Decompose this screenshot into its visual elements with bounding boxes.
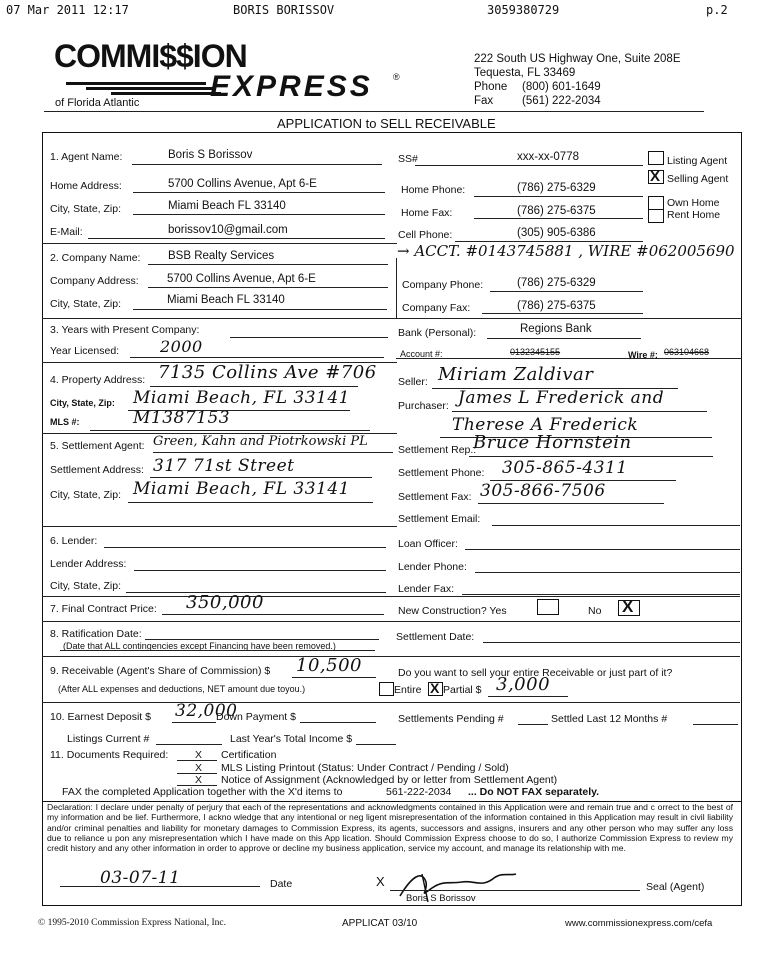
mls-label: MLS #: [50, 417, 80, 427]
account-label: Account #: [400, 349, 443, 359]
property-city-label: City, State, Zip: [50, 398, 115, 408]
fax-note: FAX the completed Application together with the X'd items to [62, 786, 343, 798]
licensed-label: Year Licensed: [50, 345, 120, 357]
contract-price[interactable]: 350,000 [186, 592, 264, 613]
account-number[interactable]: 0132345155 [510, 347, 561, 357]
company-phone-label: Phone [474, 81, 508, 93]
receivable-question: Do you want to sell your entire Receivable or just part of it? [398, 667, 673, 679]
lender-label: 6. Lender: [50, 535, 98, 547]
document-mark-3[interactable]: X [195, 774, 203, 786]
cell[interactable]: (305) 905-6386 [517, 227, 596, 239]
selling-agent-mark: X [650, 168, 661, 185]
signer-name: Boris S Borissov [406, 893, 476, 904]
declaration-text: Declaration: I declare under penalty of perjury that each of the representations and acknowledgments contained in this Application were and remain true and c orrect to the best of my information and be lief. Furthermore, I ackno wledge that any intentional or neg ligent misrepresentation of the information contained in this Application may result in civil liability and/or criminal penalties and liability for monetary damages to Commission Express, its agents, successors and assigns, insurers and any other person who may suffer any loss due to reliance u pon any misrepresentation which I have made on this App lication. Should Commission Express choose to do so, I authorize Commission Express to review my credit history and any other information in order to approve or decline my business application, service my account, and manage its relationship with me. [47, 802, 733, 854]
home-fax-label: Home Fax: [401, 207, 453, 219]
company-street: 222 South US Highway One, Suite 208E [474, 53, 681, 65]
lender-city-label: City, State, Zip: [50, 580, 121, 592]
footer-copyright: © 1995-2010 Commission Express National, Inc. [38, 918, 226, 928]
settlement-phone-label: Settlement Phone: [398, 467, 485, 479]
partial-checkbox[interactable] [428, 682, 443, 696]
company-name[interactable]: BSB Realty Services [168, 250, 275, 262]
company-city: Tequesta, FL 33469 [474, 67, 576, 79]
header-rule [44, 111, 704, 112]
form-title: APPLICATION to SELL RECEIVABLE [277, 116, 496, 131]
settlement-address[interactable]: 317 71st Street [153, 456, 295, 476]
ssn-label: SS# [398, 153, 418, 165]
email[interactable]: borissov10@gmail.com [168, 224, 288, 236]
receivable-label: 9. Receivable (Agent's Share of Commission) $ [50, 665, 271, 677]
lender-fax-label: Lender Fax: [398, 583, 455, 595]
settlement-city-label: City, State, Zip: [50, 489, 121, 501]
receivable-note: (After ALL expenses and deductions, NET amount due toyou.) [58, 684, 306, 694]
fax-date: 07 Mar 2011 12:17 [6, 3, 129, 17]
year-licensed[interactable]: 2000 [160, 337, 203, 356]
mls-number[interactable]: M1387153 [133, 408, 231, 428]
company-phone-label: Company Phone: [402, 279, 484, 291]
selling-agent-checkbox[interactable] [648, 170, 664, 184]
home-address-label: Home Address: [50, 180, 122, 192]
purchaser-label: Purchaser: [398, 400, 449, 412]
agent-name-label: 1. Agent Name: [50, 151, 123, 163]
document-notice: Notice of Assignment (Acknowledged by or letter from Settlement Agent) [221, 774, 558, 786]
footer-form-id: APPLICAT 03/10 [342, 918, 418, 929]
listing-agent-checkbox[interactable] [648, 151, 664, 165]
document-mark-1[interactable]: X [195, 749, 203, 761]
settlement-agent[interactable]: Green, Kahn and Piotrkowski PL [153, 434, 368, 449]
ratification-note: (Date that ALL contingencies except Financing have been removed.) [63, 641, 336, 651]
years-label: 3. Years with Present Company: [50, 324, 200, 336]
seller[interactable]: Miriam Zaldivar [438, 364, 594, 385]
lender-phone-label: Lender Phone: [398, 561, 467, 573]
home-phone[interactable]: (786) 275-6329 [517, 182, 596, 194]
document-mark-2[interactable]: X [195, 762, 203, 774]
seller-label: Seller: [398, 376, 428, 388]
home-address[interactable]: 5700 Collins Avenue, Apt 6-E [168, 178, 317, 190]
no-label: No [588, 605, 602, 617]
settlement-address-label: Settlement Address: [50, 464, 144, 476]
earnest-amount[interactable]: 32,000 [175, 701, 238, 721]
company-fax: (561) 222-2034 [522, 95, 601, 107]
listings-label: Listings Current # [67, 733, 150, 745]
rent-home-label: Rent Home [667, 209, 721, 221]
new-construction-label: New Construction? Yes [398, 605, 507, 617]
settlement-city[interactable]: Miami Beach, FL 33141 [133, 479, 350, 499]
settled-label: Settled Last 12 Months # [551, 713, 668, 725]
company-city-label: City, State, Zip: [50, 298, 121, 310]
company-phone-value[interactable]: (786) 275-6329 [517, 277, 596, 289]
email-label: E-Mail: [50, 226, 83, 238]
ssn[interactable]: xxx-xx-0778 [517, 151, 579, 163]
new-construction-yes-box[interactable] [537, 599, 559, 615]
home-fax[interactable]: (786) 275-6375 [517, 205, 596, 217]
settlement-fax[interactable]: 305-866-7506 [480, 481, 606, 501]
signature-x: X [376, 874, 385, 889]
partial-mark: X [430, 680, 440, 696]
new-construction-no-box[interactable] [618, 597, 640, 616]
fax-sender: BORIS BORISSOV [233, 3, 335, 17]
logo-registered: ® [393, 72, 400, 82]
logo-sub: of Florida Atlantic [55, 97, 140, 109]
fax-number: 561-222-2034 [386, 786, 452, 798]
company-fax-label: Fax [474, 95, 494, 107]
agent-name[interactable]: Boris S Borissov [168, 149, 253, 161]
footer-url[interactable]: www.commissionexpress.com/cefa [565, 918, 713, 929]
fax-page: p.2 [706, 3, 728, 17]
documents-label: 11. Documents Required: [50, 749, 169, 761]
property-address-label: 4. Property Address: [50, 374, 146, 386]
no-mark: X [622, 597, 634, 616]
bank-label: Bank (Personal): [398, 327, 477, 339]
own-home-label: Own Home [667, 197, 720, 209]
company-phone: (800) 601-1649 [522, 81, 601, 93]
agent-city[interactable]: Miami Beach FL 33140 [168, 200, 286, 212]
settlement-agent-label: 5. Settlement Agent: [50, 440, 145, 452]
loan-officer-label: Loan Officer: [398, 538, 458, 550]
earnest-label: 10. Earnest Deposit $ [50, 711, 151, 723]
seal-label: Seal (Agent) [646, 881, 705, 893]
settlements-pending-label: Settlements Pending # [398, 713, 504, 725]
contract-price-label: 7. Final Contract Price: [50, 603, 157, 615]
entire-checkbox[interactable] [379, 682, 394, 696]
home-phone-label: Home Phone: [401, 184, 466, 196]
company-name-label: 2. Company Name: [50, 252, 141, 264]
selling-agent-label: Selling Agent [667, 173, 729, 185]
document-mls: MLS Listing Printout (Status: Under Contract / Pending / Sold) [221, 762, 509, 774]
document-certification: Certification [221, 749, 277, 761]
settlement-fax-label: Settlement Fax: [398, 491, 472, 503]
fax-phone: 3059380729 [487, 3, 560, 17]
total-income-label: Last Year's Total Income $ [230, 733, 353, 745]
receivable-amount[interactable]: 10,500 [296, 655, 362, 676]
company-fax-value[interactable]: (786) 275-6375 [517, 300, 596, 312]
company-fax-label-2: Company Fax: [402, 302, 471, 314]
entire-label: Entire [394, 684, 422, 696]
settlement-rep-label: Settlement Rep.: [398, 444, 477, 456]
settlement-rep[interactable]: Bruce Hornstein [473, 432, 632, 453]
wire-number[interactable]: 063104668 [664, 347, 710, 357]
fax-warning: ... Do NOT FAX separately. [468, 786, 600, 798]
logo-speed-lines [56, 82, 206, 95]
down-payment-label: Down Payment $ [216, 711, 296, 723]
company-address[interactable]: 5700 Collins Avenue, Apt 6-E [167, 273, 316, 285]
wire-label: Wire #: [628, 350, 658, 360]
signature-date[interactable]: 03-07-11 [100, 868, 181, 888]
listing-agent-label: Listing Agent [667, 155, 728, 167]
company-address-label: Company Address: [50, 275, 139, 287]
company-city-value[interactable]: Miami Beach FL 33140 [167, 294, 285, 306]
date-label: Date [270, 878, 293, 890]
own-home-checkbox[interactable] [648, 196, 664, 210]
purchaser-2[interactable]: Therese A Frederick [452, 415, 639, 435]
settlement-phone[interactable]: 305-865-4311 [502, 458, 628, 478]
logo-line1: COMMI$$ION [54, 38, 247, 74]
account-wire-note: → ACCT. #0143745881 , WIRE #062005690 [397, 242, 735, 260]
purchaser-1[interactable]: James L Frederick and [458, 388, 665, 408]
property-address[interactable]: 7135 Collins Ave #706 [158, 362, 377, 383]
settlement-date-label: Settlement Date: [396, 631, 475, 643]
partial-amount[interactable]: 3,000 [496, 674, 551, 695]
settlement-email-label: Settlement Email: [398, 513, 481, 525]
rent-home-checkbox[interactable] [648, 209, 664, 223]
logo-line2: EXPRESS [210, 70, 373, 103]
lender-address-label: Lender Address: [50, 558, 127, 570]
partial-label: Partial $ [443, 684, 482, 696]
agent-city-label: City, State, Zip: [50, 203, 121, 215]
cell-label: Cell Phone: [398, 229, 453, 241]
bank[interactable]: Regions Bank [520, 323, 592, 335]
ratification-label: 8. Ratification Date: [50, 628, 142, 640]
property-city[interactable]: Miami Beach, FL 33141 [133, 388, 350, 408]
